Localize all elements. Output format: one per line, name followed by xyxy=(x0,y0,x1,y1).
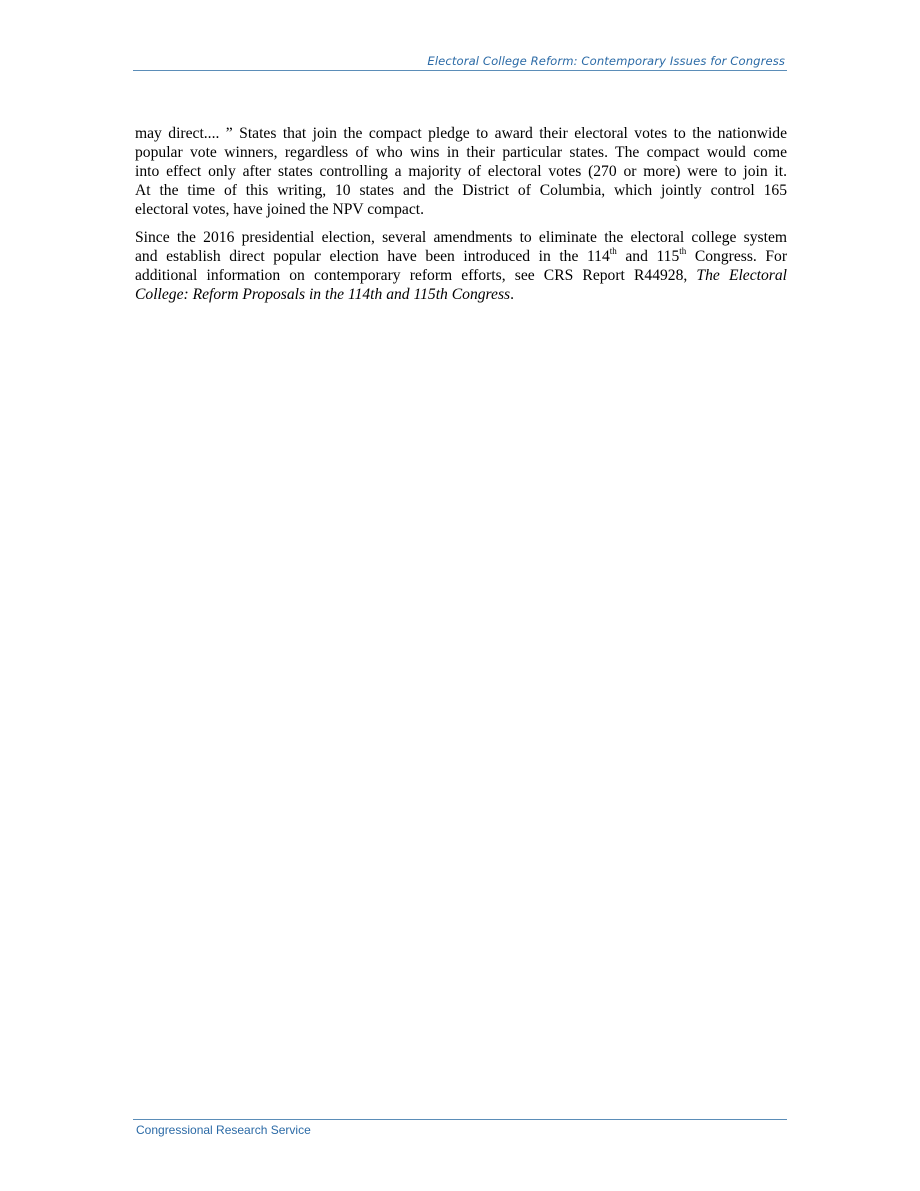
text-run: and 115 xyxy=(616,248,680,265)
text-run: and establish direct popular election have been introduced in the 114 xyxy=(135,248,610,265)
report-title-italic: College: Reform Proposals in the 114th and 115th Congress xyxy=(135,286,511,303)
footer-text: Congressional Research Service xyxy=(136,1123,311,1137)
text-line: may direct.... ” States that join the compact pledge to award their electoral votes to the nationwide xyxy=(135,125,787,142)
page-footer xyxy=(133,1119,787,1137)
text-line xyxy=(135,285,787,304)
document-body xyxy=(135,124,787,313)
superscript-th: th xyxy=(679,245,687,256)
text-line: Since the 2016 presidential election, several amendments to eliminate the electoral college system xyxy=(135,229,787,246)
paragraph-npv-compact xyxy=(135,124,787,219)
text-run: Congress. For xyxy=(686,248,788,265)
text-line: popular vote winners, regardless of who wins in their particular states. The compact would come xyxy=(135,144,787,161)
text-line: electoral votes, have joined the NPV compact. xyxy=(135,201,424,218)
report-title-italic: The Electoral xyxy=(696,267,787,284)
text-line xyxy=(135,266,787,285)
text-line: into effect only after states controlling a majority of electoral votes (270 or more) were to join it. xyxy=(135,163,787,180)
text-run: . xyxy=(510,286,515,303)
text-run: additional information on contemporary reform efforts, see CRS Report R44928, xyxy=(135,267,697,284)
page-header xyxy=(133,54,787,71)
header-title: Electoral College Reform: Contemporary Issues for Congress xyxy=(427,54,785,68)
paragraph-recent-amendments xyxy=(135,228,787,304)
text-line xyxy=(135,247,787,266)
superscript-th: th xyxy=(609,245,617,256)
text-line: At the time of this writing, 10 states and the District of Columbia, which jointly control 165 xyxy=(135,182,787,199)
